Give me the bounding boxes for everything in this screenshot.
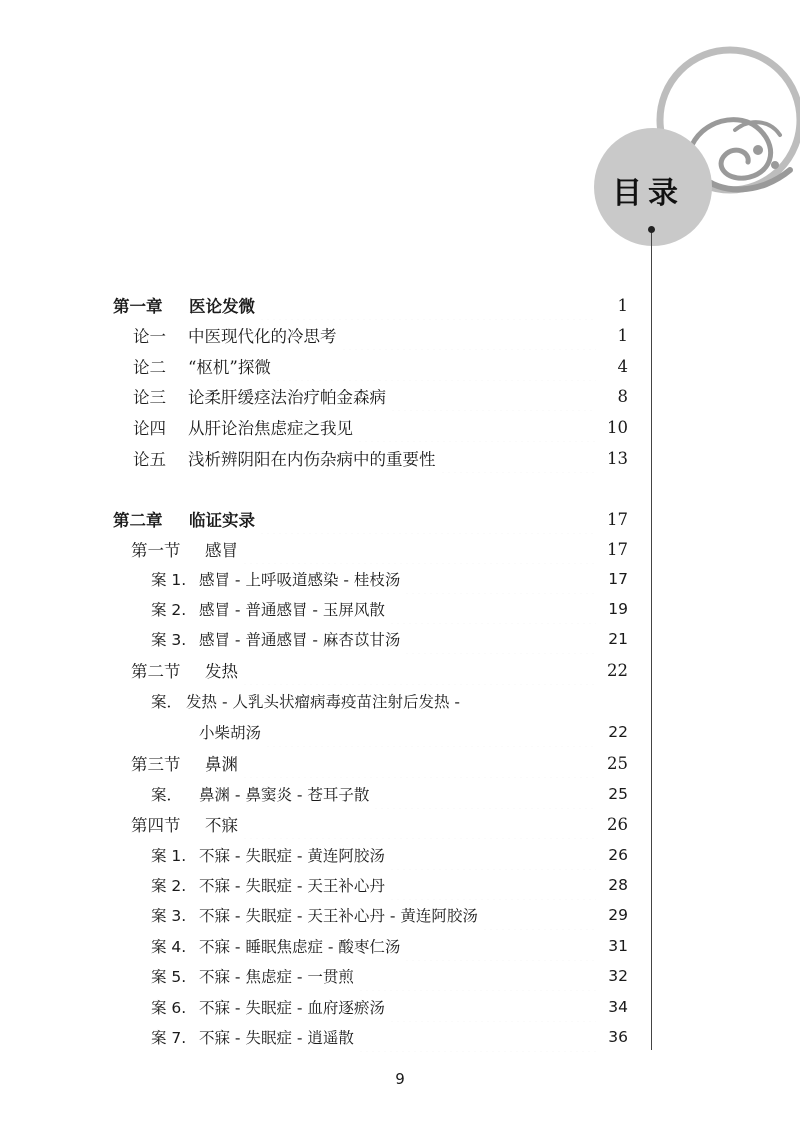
toc-entry-number: 案．: [151, 693, 183, 711]
toc-entry-number: 案 1.: [151, 847, 187, 865]
leader-dots: [242, 748, 596, 778]
toc-entry-label: [151, 690, 460, 712]
toc-entry-title: 不寐 - 失眠症 - 天王补心丹: [199, 877, 385, 895]
toc-entry-number: 第四节: [131, 816, 181, 835]
leader-dots: [341, 320, 597, 350]
toc-entry-label: [151, 935, 400, 957]
toc-entry-number: 案 3.: [151, 631, 187, 649]
toc-entry-label: [151, 874, 385, 896]
toc-entry-title: 不寐 - 焦虑症 - 一贯煎: [199, 968, 354, 986]
leader-dots: [482, 900, 596, 930]
toc-entry-number: 案 4.: [151, 938, 187, 956]
toc-entry-label: [131, 751, 238, 775]
toc-entry-page: 34: [608, 998, 628, 1016]
divider-line: [651, 230, 652, 1050]
leader-dots: [242, 534, 596, 564]
toc-entry-label: [133, 415, 353, 439]
toc-entry-title: 感冒 - 普通感冒 - 玉屏风散: [199, 601, 385, 619]
toc-entry[interactable]: [113, 290, 628, 320]
toc-entry-page: 8: [617, 386, 628, 406]
leader-dots: [242, 809, 596, 839]
toc-entry[interactable]: [151, 594, 628, 624]
toc-entry[interactable]: [133, 381, 628, 411]
toc-entry-label: [133, 354, 271, 378]
toc-entry-page: 19: [608, 600, 628, 618]
toc-entry-title: 从肝论治焦虑症之我见: [188, 419, 353, 438]
toc-entry-number: 论一: [133, 327, 166, 346]
toc-entry-title: 不寐 - 失眠症 - 血府逐瘀汤: [199, 999, 385, 1017]
toc-entry-title-continued: 小柴胡汤: [199, 724, 262, 742]
toc-entry-page: 1: [617, 325, 628, 345]
toc-entry[interactable]: [131, 655, 628, 685]
toc-entry-page: 25: [607, 753, 628, 773]
leader-dots: [265, 717, 596, 747]
toc-entry-number: 案 7.: [151, 1029, 187, 1047]
toc-entry-page: 13: [607, 448, 628, 468]
leader-dots: [259, 504, 596, 534]
toc-entry-number: 案 5.: [151, 968, 187, 986]
toc-entry-page: 21: [608, 630, 628, 648]
leader-dots: [242, 655, 596, 685]
toc-entry-title: 临证实录: [189, 511, 255, 530]
leader-dots: [404, 564, 596, 594]
leader-dots: [404, 624, 596, 654]
toc-entry-page: 17: [608, 570, 628, 588]
toc-entry[interactable]: [151, 779, 628, 809]
toc-entry[interactable]: [151, 961, 628, 991]
toc-entry-number: 案．: [151, 786, 183, 804]
toc-entry-title: 论柔肝缓痉法治疗帕金森病: [188, 388, 386, 407]
toc-entry[interactable]: [113, 504, 628, 534]
toc-entry-title: 鼻渊: [205, 755, 238, 774]
toc-entry-label: [151, 965, 354, 987]
toc-entry-label: [151, 598, 385, 620]
toc-entry-continuation[interactable]: [199, 717, 628, 747]
toc-entry-page: 4: [617, 356, 628, 376]
toc-entry-page: 22: [608, 723, 628, 741]
toc-entry[interactable]: [133, 412, 628, 442]
toc-entry-title: 医论发微: [189, 297, 255, 316]
toc-entry[interactable]: [151, 840, 628, 870]
toc-entry[interactable]: [131, 809, 628, 839]
leader-dots: [440, 443, 597, 473]
toc-entry-number: 第三节: [131, 755, 181, 774]
toc-entry-label: [113, 507, 255, 531]
toc-entry[interactable]: [151, 870, 628, 900]
toc-entry-label: [131, 537, 238, 561]
toc-entry-title: 感冒: [205, 541, 238, 560]
leader-dots: [389, 870, 596, 900]
toc-entry-title: 感冒 - 普通感冒 - 麻杏苡甘汤: [199, 631, 401, 649]
toc-entry-title: 不寐 - 失眠症 - 天王补心丹 - 黄连阿胶汤: [199, 907, 478, 925]
toc-entry-title: 发热: [205, 662, 238, 681]
toc-entry-number: 论四: [133, 419, 166, 438]
toc-entry-label: [151, 783, 369, 805]
toc-entry[interactable]: [151, 992, 628, 1022]
toc-entry-number: 案 2.: [151, 877, 187, 895]
toc-entry-page: 17: [607, 539, 628, 559]
toc-entry-title: 感冒 - 上呼吸道感染 - 桂枝汤: [199, 571, 401, 589]
toc-entry[interactable]: [133, 320, 628, 350]
toc-entry-number: 第二章: [113, 511, 163, 530]
leader-dots: [259, 290, 596, 320]
toc-entry-page: 25: [608, 785, 628, 803]
toc-entry-label: [151, 996, 385, 1018]
toc-entry-number: 第二节: [131, 662, 181, 681]
toc-entry-number: 第一节: [131, 541, 181, 560]
toc-entry-title: “枢机”探微: [188, 358, 271, 377]
toc-entry[interactable]: [131, 534, 628, 564]
leader-dots: [390, 381, 596, 411]
toc-entry-page: 28: [608, 876, 628, 894]
toc-entry-number: 论二: [133, 358, 166, 377]
toc-entry-title: 中医现代化的冷思考: [188, 327, 337, 346]
toc-entry-label: [131, 812, 238, 836]
toc-entry-page: 17: [607, 509, 628, 529]
toc-entry-label: [133, 323, 337, 347]
toc-entry-title: 不寐 - 失眠症 - 逍遥散: [199, 1029, 354, 1047]
toc-entry-label: [151, 1026, 354, 1048]
toc-entry-page: 31: [608, 937, 628, 955]
divider-dot: [648, 226, 655, 233]
toc-entry-label: [113, 293, 255, 317]
leader-dots: [275, 351, 596, 381]
toc-entry-label: [131, 658, 238, 682]
toc-entry-label: [133, 446, 436, 470]
toc-entry-page: 1: [617, 295, 628, 315]
toc-entry-label: [151, 568, 400, 590]
toc-entry[interactable]: [151, 686, 628, 716]
toc-entry-page: 29: [608, 906, 628, 924]
toc-entry-number: 第一章: [113, 297, 163, 316]
toc-entry[interactable]: [131, 748, 628, 778]
toc-entry-page: 36: [608, 1028, 628, 1046]
toc-entry-title: 鼻渊 - 鼻窦炎 - 苍耳子散: [199, 786, 370, 804]
toc-entry-number: 案 2.: [151, 601, 187, 619]
leader-dots: [358, 961, 596, 991]
toc-entry-page: 26: [608, 846, 628, 864]
toc-entry-page: 22: [607, 660, 628, 680]
leader-dots: [373, 779, 596, 809]
toc-entry-title: 不寐: [205, 816, 238, 835]
leader-dots: [358, 1022, 596, 1052]
toc-entry-title: 浅析辨阴阳在内伤杂病中的重要性: [188, 450, 436, 469]
toc-entry[interactable]: [133, 351, 628, 381]
leader-dots: [389, 992, 596, 1022]
leader-dots: [357, 412, 596, 442]
page-title: 目录: [612, 176, 684, 211]
toc-entry[interactable]: [151, 900, 628, 930]
leader-dots: [389, 840, 596, 870]
toc-entry-number: 论五: [133, 450, 166, 469]
page-number: 9: [395, 1070, 405, 1088]
toc-entry-number: 案 3.: [151, 907, 187, 925]
toc-entry-number: 案 1.: [151, 571, 187, 589]
toc-entry[interactable]: [151, 931, 628, 961]
toc-entry[interactable]: [133, 443, 628, 473]
leader-dots: [404, 931, 596, 961]
toc-entry-title: 不寐 - 睡眠焦虑症 - 酸枣仁汤: [199, 938, 401, 956]
toc-entry-label: [133, 384, 386, 408]
toc-entry-page: 26: [607, 814, 628, 834]
toc-entry[interactable]: [151, 624, 628, 654]
toc-entry-number: 论三: [133, 388, 166, 407]
toc-entry-page: 10: [607, 417, 628, 437]
toc-entry-title: 发热 - 人乳头状瘤病毒疫苗注射后发热 -: [186, 693, 460, 711]
toc-entry-label: [151, 904, 478, 926]
toc-entry-title: 不寐 - 失眠症 - 黄连阿胶汤: [199, 847, 385, 865]
leader-dots: [389, 594, 596, 624]
toc-entry[interactable]: [151, 1022, 628, 1052]
toc-entry-page: 32: [608, 967, 628, 985]
toc-entry-number: 案 6.: [151, 999, 187, 1017]
toc-entry[interactable]: [151, 564, 628, 594]
toc-entry-label: [151, 628, 400, 650]
toc-entry-label: [151, 844, 385, 866]
